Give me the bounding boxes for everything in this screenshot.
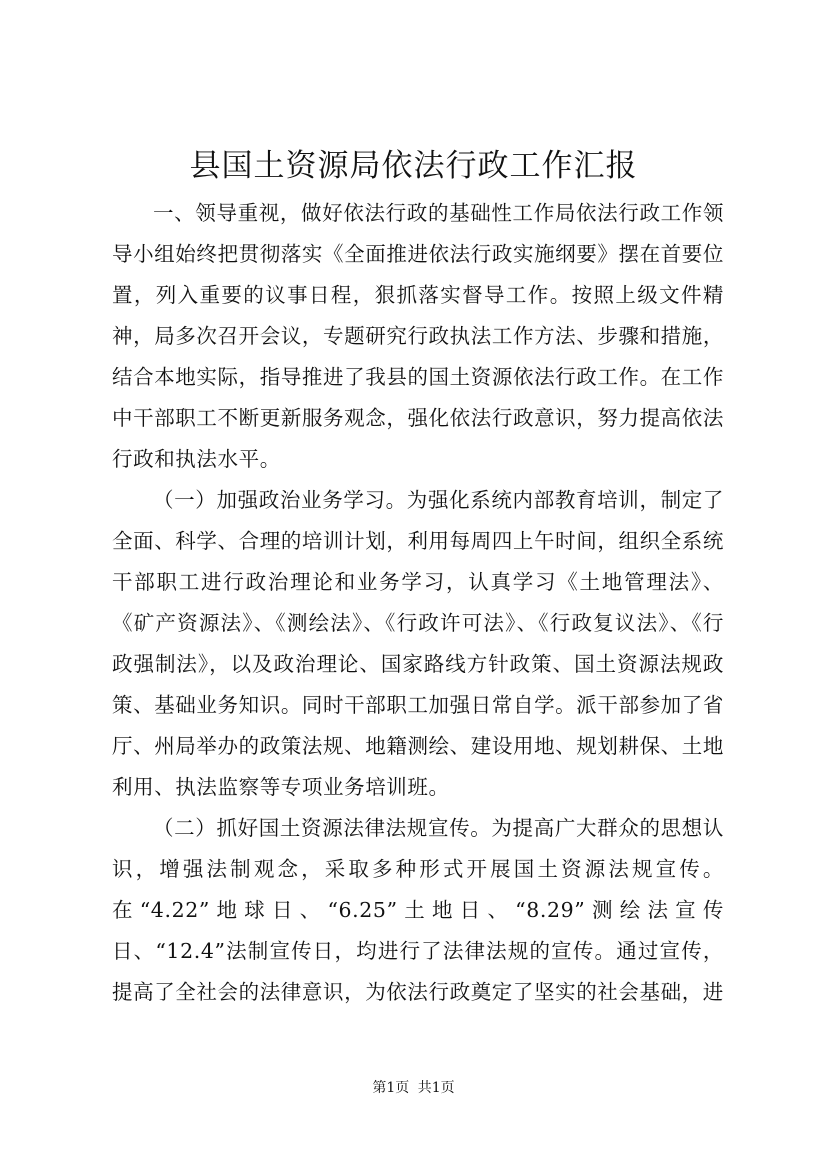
paragraph-publicity: （二）抓好国土资源法律法规宣传。为提高广大群众的思想认识，增强法制观念，采取多种形式开展国土资源法规宣传。在“4.22”地球日、“6.25”土地日、“8.29”测绘法宣传日、“12.4”法制宣传日，均进行了法律法规的宣传。通过宣传，提高了全社会的法律意识，为依法行政奠定了坚实的社会基础，进 (112, 816, 724, 1004)
paragraph-leadership: 一、领导重视，做好依法行政的基础性工作局依法行政工作领导小组始终把贯彻落实《全面推进依法行政实施纲要》摆在首要位置，列入重要的议事日程，狠抓落实督导工作。按照上级文件精神，局多次召开会议，专题研究行政执法工作方法、步骤和措施，结合本地实际，指导推进了我县的国土资源依法行政工作。在工作中干部职工不断更新服务观念，强化依法行政意识，努力提高依法行政和执法水平。 (112, 201, 724, 471)
document-body (112, 193, 724, 1013)
paragraph-study: （一）加强政治业务学习。为强化系统内部教育培训，制定了全面、科学、合理的培训计划，利用每周四上午时间，组织全系统干部职工进行政治理论和业务学习，认真学习《土地管理法》、《矿产资源法》、《测绘法》、《行政许可法》、《行政复议法》、《行政强制法》，以及政治理论、国家路线方针政策、国土资源法规政策、基础业务知识。同时干部职工加强日常自学。派干部参加了省厅、州局举办的政策法规、地籍测绘、建设用地、规划耕保、土地利用、执法监察等专项业务培训班。 (112, 488, 724, 799)
document-title: 县国土资源局依法行政工作汇报 (189, 148, 638, 184)
page-number-footer: 第1页 共1页 (372, 1080, 455, 1096)
